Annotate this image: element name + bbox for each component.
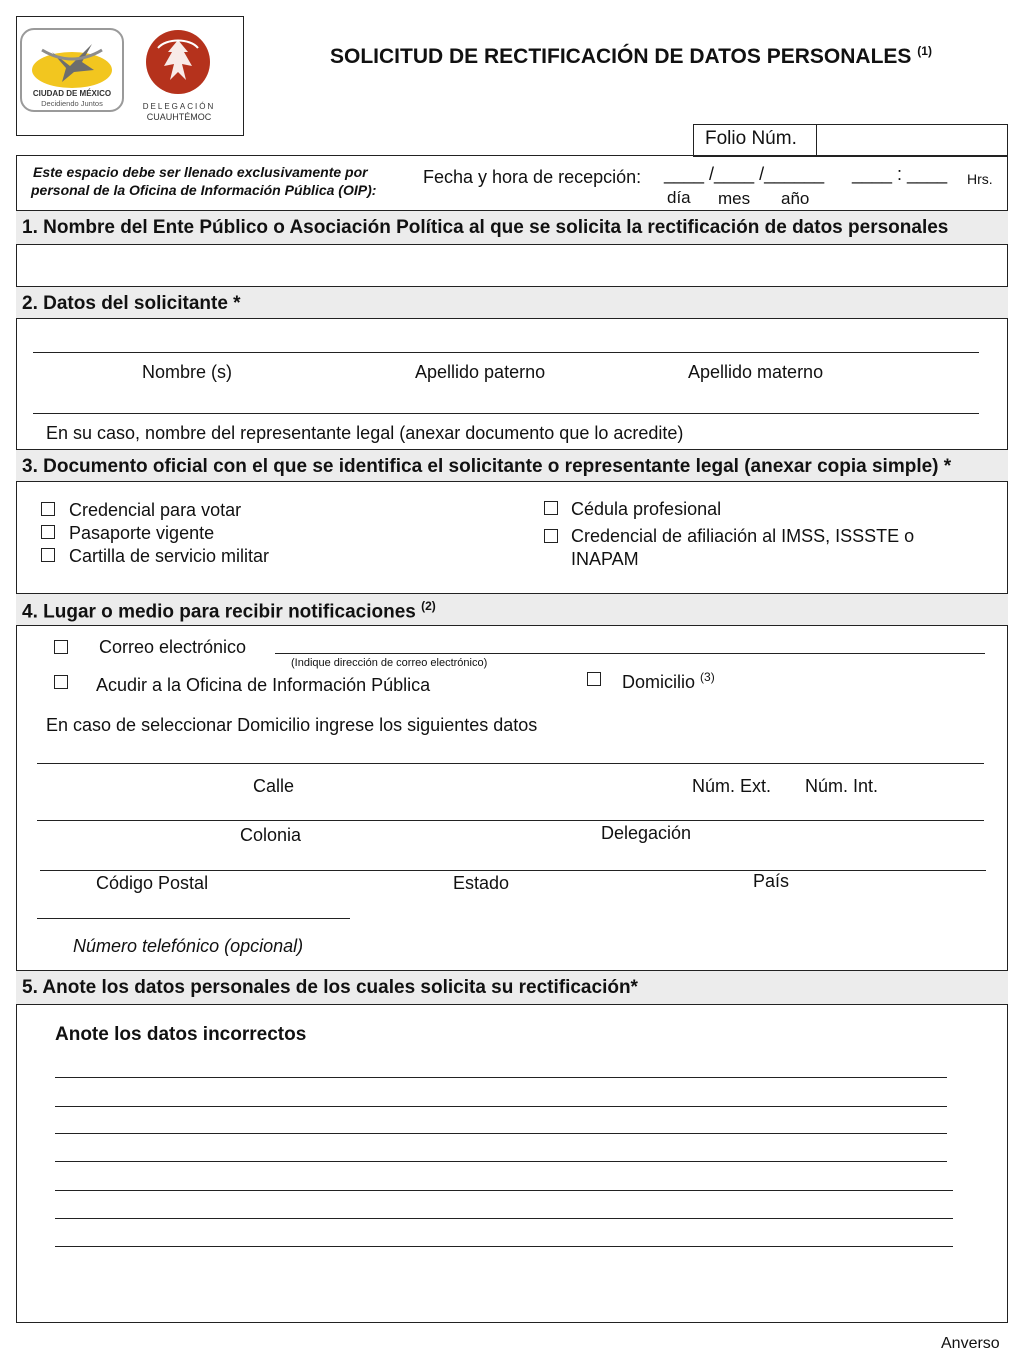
folio-label: Folio Núm.	[705, 128, 797, 149]
checkbox-military-card[interactable]	[41, 548, 55, 562]
page-title-text: SOLICITUD DE RECTIFICACIÓN DE DATOS PERSONALES	[330, 45, 912, 68]
option-professional-id: Cédula profesional	[571, 499, 722, 519]
delegacion-logo-line1: DELEGACIÓN	[142, 102, 216, 111]
checkbox-office[interactable]	[54, 675, 68, 689]
cdmx-logo-line2: Decidiendo Juntos	[41, 99, 103, 108]
int-num-label: Núm. Int.	[805, 776, 879, 796]
ext-num-label: Núm. Ext.	[692, 776, 772, 796]
address-instruction: En caso de seleccionar Domicilio ingrese los siguientes datos	[46, 715, 538, 735]
paternal-surname-label: Apellido paterno	[415, 362, 546, 382]
country-label: País	[753, 871, 790, 891]
option-passport: Pasaporte vigente	[69, 523, 215, 543]
oip-notice-line1: Este espacio debe ser llenado exclusivamente por	[33, 164, 368, 180]
state-label: Estado	[453, 873, 510, 893]
postal-input-line[interactable]	[40, 870, 986, 871]
cdmx-logo-line1: CIUDAD DE MÉXICO	[32, 89, 112, 98]
year-label: año	[781, 189, 810, 208]
representative-input-line[interactable]	[33, 413, 979, 414]
postal-code-label: Código Postal	[96, 873, 209, 893]
cuauhtemoc-emblem-icon	[136, 26, 222, 96]
section3-title: 3. Documento oficial con el que se identifica el solicitante o representante legal (anexar copia simple) *	[22, 456, 952, 477]
incorrect-data-line-6[interactable]	[55, 1218, 953, 1219]
phone-input-line[interactable]	[37, 918, 350, 919]
reception-date-field[interactable]: ____ /____ /______	[664, 164, 825, 184]
cdmx-emblem-icon	[22, 32, 122, 90]
incorrect-data-line-2[interactable]	[55, 1106, 947, 1107]
checkbox-voter-id[interactable]	[41, 502, 55, 516]
page-title	[330, 44, 932, 69]
section1-input[interactable]	[20, 248, 1004, 284]
representative-label: En su caso, nombre del representante legal (anexar documento que lo acredite)	[46, 423, 684, 443]
section4-title-text: 4. Lugar o medio para recibir notificaciones	[22, 601, 416, 623]
page-side-label: Anverso	[941, 1335, 1000, 1352]
section4-title-note: (2)	[421, 599, 436, 613]
reception-time-field[interactable]: ____ : ____	[852, 164, 948, 184]
checkbox-email[interactable]	[54, 640, 68, 654]
option-military-card: Cartilla de servicio militar	[69, 546, 270, 566]
form-frame	[16, 155, 1008, 1323]
address-label-text: Domicilio	[622, 672, 696, 692]
checkbox-professional-id[interactable]	[544, 501, 558, 515]
office-label: Acudir a la Oficina de Información Pública	[96, 675, 431, 695]
address-label	[622, 670, 715, 693]
email-hint: (Indique dirección de correo electrónico)	[291, 657, 488, 669]
first-name-label: Nombre (s)	[142, 362, 233, 382]
street-label: Calle	[253, 776, 295, 796]
page-title-note: (1)	[917, 44, 932, 58]
incorrect-data-line-5[interactable]	[55, 1190, 953, 1191]
oip-notice-line2: personal de la Oficina de Información Pública (OIP):	[31, 182, 377, 198]
section5-title: 5. Anote los datos personales de los cuales solicita su rectificación*	[22, 977, 638, 998]
reception-label: Fecha y hora de recepción:	[423, 167, 642, 187]
address-label-note: (3)	[700, 670, 715, 684]
section1-title: 1. Nombre del Ente Público o Asociación Política al que se solicita la rectificación de datos personales	[22, 217, 949, 238]
incorrect-data-line-7[interactable]	[55, 1246, 953, 1247]
neighborhood-label: Colonia	[240, 825, 302, 845]
neighborhood-input-line[interactable]	[37, 820, 984, 821]
delegation-label: Delegación	[601, 823, 692, 843]
name-input-line[interactable]	[33, 352, 979, 353]
option-affiliation-line2: INAPAM	[571, 549, 639, 569]
month-label: mes	[718, 189, 751, 208]
folio-input[interactable]	[816, 124, 1008, 157]
delegacion-logo	[136, 26, 222, 124]
email-input-line[interactable]	[275, 653, 985, 654]
maternal-surname-label: Apellido materno	[688, 362, 824, 382]
email-label: Correo electrónico	[99, 637, 247, 657]
incorrect-data-line-3[interactable]	[55, 1133, 947, 1134]
section5-subtitle: Anote los datos incorrectos	[55, 1024, 307, 1045]
incorrect-data-line-1[interactable]	[55, 1077, 947, 1078]
delegacion-logo-line2: CUAUHTÉMOC	[146, 112, 212, 122]
checkbox-affiliation-card[interactable]	[544, 529, 558, 543]
option-voter-id: Credencial para votar	[69, 500, 242, 520]
hrs-label: Hrs.	[967, 171, 993, 187]
section2-title: 2. Datos del solicitante *	[22, 293, 241, 314]
section4-title	[22, 599, 436, 623]
checkbox-passport[interactable]	[41, 525, 55, 539]
day-label: día	[667, 188, 691, 207]
incorrect-data-line-4[interactable]	[55, 1161, 947, 1162]
street-input-line[interactable]	[37, 763, 984, 764]
checkbox-address[interactable]	[587, 672, 601, 686]
cdmx-logo	[20, 28, 124, 112]
phone-label: Número telefónico (opcional)	[73, 936, 304, 956]
option-affiliation-line1: Credencial de afiliación al IMSS, ISSSTE o	[571, 526, 915, 546]
